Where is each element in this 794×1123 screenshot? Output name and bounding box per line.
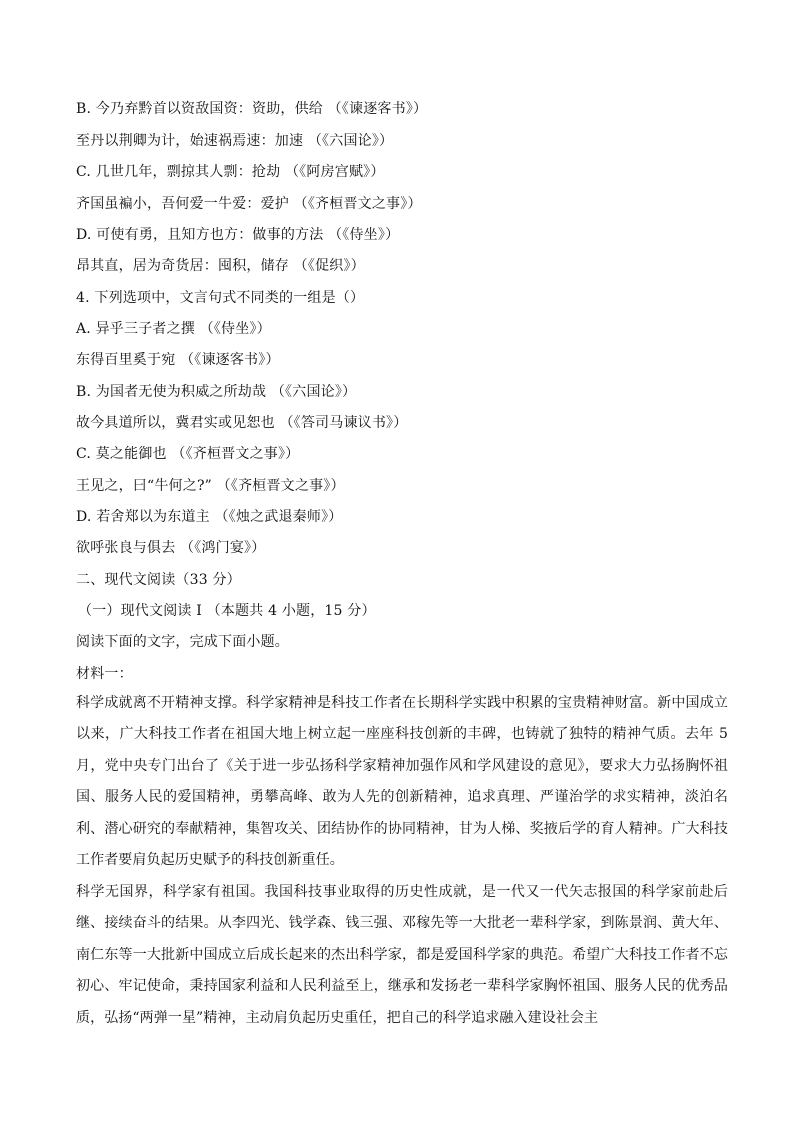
option-d-line-2: 昂其直，居为奇货居：囤积，储存 （《促织》） bbox=[76, 258, 365, 274]
material-paragraph: 科学无国界，科学家有祖国。我国科技事业取得的历史性成就，是一代又一代矢志报国的科学家前赴后继、接续奋斗的结果。从李四光、钱学森、钱三强、邓稼先等一大批老一辈科学家，到陈景润、黄大年、南仁东等一大批新中国成立后成长起来的杰出科学家，都是爱国科学家的典范。希望广大科技工作者不忘初心、牢记使命，秉持国家利益和人民利益至上，继承和发扬老一辈科学家胸怀祖国、服务人民的优秀品质，弘扬“两弹一星”精神，主动肩负起历史重任，把自己的科学追求融入建设社会主 bbox=[76, 884, 728, 1026]
option-c-line-1: C. 几世几年，剽掠其人剽：抢劫 （《阿房宫赋》） bbox=[76, 164, 385, 180]
q4-option-d-line-2: 欲呼张良与俱去 （《鸿门宴》） bbox=[76, 540, 266, 556]
q4-option-c-line-2: 王见之，曰“牛何之?” （《齐桓晋文之事》） bbox=[76, 478, 345, 494]
section-heading: 二、现代文阅读（33 分） bbox=[76, 572, 241, 588]
question-4-stem: 4. 下列选项中，文言句式不同类的一组是（） bbox=[76, 290, 365, 306]
q4-option-b-line-2: 故今具道所以，冀君实或见恕也 （《答司马谏议书》） bbox=[76, 415, 408, 431]
reading-instruction: 阅读下面的文字，完成下面小题。 bbox=[76, 634, 289, 650]
q4-option-d-line-1: D. 若舍郑以为东道主 （《烛之武退秦师》） bbox=[76, 509, 343, 525]
option-b-line-1: B. 今乃弃黔首以资敌国资：资助，供给 （《谏逐客书》） bbox=[76, 101, 428, 117]
q4-option-a-line-2: 东得百里奚于宛 （《谏逐客书》） bbox=[76, 352, 280, 368]
option-d-line-1: D. 可使有勇，且知方也方：做事的方法 （《侍坐》） bbox=[76, 227, 400, 243]
option-b-line-2: 至丹以荆卿为计，始速祸焉速：加速 （《六国论》） bbox=[76, 133, 394, 149]
q4-option-b-line-1: B. 为国者无使为积威之所劫哉 （《六国论》） bbox=[76, 384, 357, 400]
material-one-label: 材料一： bbox=[76, 666, 133, 682]
option-c-line-2: 齐国虽褊小，吾何爱一牛爱：爱护 （《齐桓晋文之事》） bbox=[76, 196, 422, 212]
subsection-heading: （一）现代文阅读 I （本题共 4 小题，15 分） bbox=[78, 603, 376, 619]
q4-option-a-line-1: A. 异乎三子者之撰 （《侍坐》） bbox=[76, 321, 271, 337]
material-paragraph: 科学成就离不开精神支撑。科学家精神是科技工作者在长期科学实践中积累的宝贵精神财富。新中国成立以来，广大科技工作者在祖国大地上树立起一座座科技创新的丰碑，也铸就了独特的精神气质。去年 5 月，党中央专门出台了《关于进一步弘扬科学家精神加强作风和学风建设的意见》，要求大力弘扬胸怀祖国、服务人民的爱国精神，勇攀高峰、敢为人先的创新精神，追求真理、严谨治学的求实精神，淡泊名利、潜心研究的奉献精神，集智攻关、团结协作的协同精神，甘为人梯、奖掖后学的育人精神。广大科技工作者要肩负起历史赋予的科技创新重任。 bbox=[76, 695, 728, 869]
q4-option-c-line-1: C. 莫之能御也 （《齐桓晋文之事》） bbox=[76, 446, 300, 462]
